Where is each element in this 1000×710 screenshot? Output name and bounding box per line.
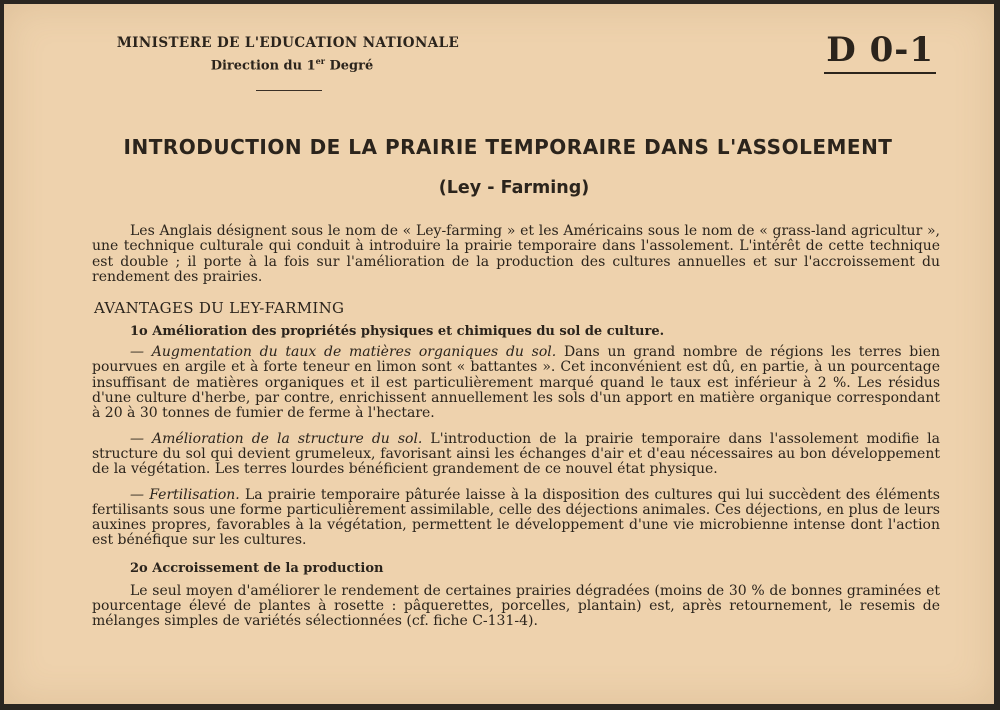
header-block bbox=[92, 35, 484, 73]
document-card bbox=[4, 4, 994, 704]
direction-prefix: Direction du 1 bbox=[210, 58, 316, 74]
document-code: D 0-1 bbox=[824, 30, 936, 74]
direction-line bbox=[92, 56, 484, 73]
direction-sup: er bbox=[315, 56, 325, 66]
paragraph-organic-matter bbox=[92, 345, 940, 421]
paragraph-production: Le seul moyen d'améliorer le rendement de certaines prairies dégradées (moins de 30 % de bonnes graminées et pourcentage élevé de plantes à rosette : pâquerettes, porcelles, plantain) est, après retournement, le resemis de mélanges simples de variétés sélectionnées (cf. fiche C-131-4). bbox=[92, 582, 940, 630]
intro-paragraph: Les Anglais désignent sous le nom de « Ley-farming » et les Américains sous le nom de « grass-land agricultur », une technique culturale qui conduit à introduire la prairie temporaire dans l'assolement. L'intérêt de cette technique est double ; il porte à la fois sur l'amélioration de la production des cultures annuelles et sur l'accroissement du rendement des prairies. bbox=[92, 223, 940, 285]
section2-heading: 2o Accroissement de la production bbox=[130, 560, 384, 576]
paragraph-text: L'introduction de la prairie temporaire dans l'assolement modifie la structure du sol qui devient grumeleux, favorisant ainsi les échanges d'air et d'eau nécessaires au bon développement de la végétation. Les terres lourdes bénéficient grandement de ce nouvel état physique. bbox=[92, 430, 941, 478]
header-divider bbox=[256, 90, 322, 91]
paragraph-text: La prairie temporaire pâturée laisse à la disposition des cultures qui lui succèdent des éléments fertilisants sous une forme particulièrement assimilable, celle des déjections animales. Ces déjections, en plus de leurs auxines propres, favorables à la végétation, permettent le développement d'une vie microbienne intense dont l'action est bénéfique sur les cultures. bbox=[92, 486, 940, 549]
page-subtitle: (Ley - Farming) bbox=[438, 178, 590, 198]
ministry-name: MINISTERE DE L'EDUCATION NATIONALE bbox=[116, 35, 460, 51]
section-heading: AVANTAGES DU LEY-FARMING bbox=[94, 299, 345, 318]
paragraph-lead: — Fertilisation. bbox=[130, 486, 240, 503]
document-body bbox=[92, 224, 940, 630]
paragraph-fertilisation bbox=[92, 488, 940, 549]
direction-suffix: Degré bbox=[324, 58, 374, 74]
paragraph-lead: — Augmentation du taux de matières organiques du sol. bbox=[130, 344, 557, 361]
paragraph-text: Dans un grand nombre de régions les terres bien pourvues en argile et à forte teneur en limon sont « battantes ». Cet inconvénient est dû, en partie, à un pourcentage insuffisant de matières organiques et il est particulièrement marqué quand le taux est inférieur à 2 %. Les résidus d'une culture d'herbe, par contre, enrichissent annuellement les sols d'un apport en matière organique correspondant à 20 à 30 tonnes de fumier de ferme à l'hectare. bbox=[92, 344, 940, 422]
section1-heading: 1o Amélioration des propriétés physiques et chimiques du sol de culture. bbox=[130, 324, 665, 340]
paragraph-soil-structure bbox=[92, 432, 940, 478]
paragraph-lead: — Amélioration de la structure du sol. bbox=[130, 430, 423, 447]
page-title: INTRODUCTION DE LA PRAIRIE TEMPORAIRE DANS L'ASSOLEMENT bbox=[123, 135, 893, 159]
